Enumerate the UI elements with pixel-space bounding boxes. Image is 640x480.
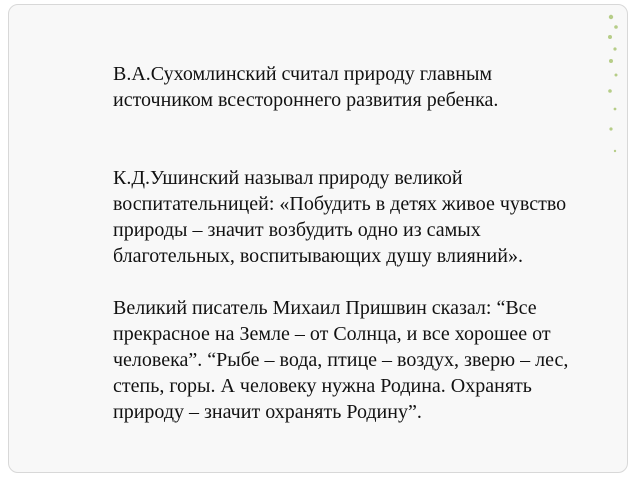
text-block [113,61,613,425]
paragraph-prishvin: Великий писатель Михаил Пришвин сказал: “Все прекрасное на Земле – от Солнца, и все хорошее от человека”. “Рыбе – вода, птице – воздух, зверю – лес, степь, горы. А человеку нужна Родина. Охранять природу – значит охранять Родину”. [113,297,569,423]
paragraph-sukhomlinsky: В.А.Сухомлинский считал природу главным источником всестороннего развития ребенка. [113,63,499,111]
paragraph-ushinsky: К.Д.Ушинский называл природу великой воспитательницей: «Побудить в детях живое чувство природы – значит возбудить одно из самых благотельных, воспитывающих душу влияний». [113,167,567,267]
